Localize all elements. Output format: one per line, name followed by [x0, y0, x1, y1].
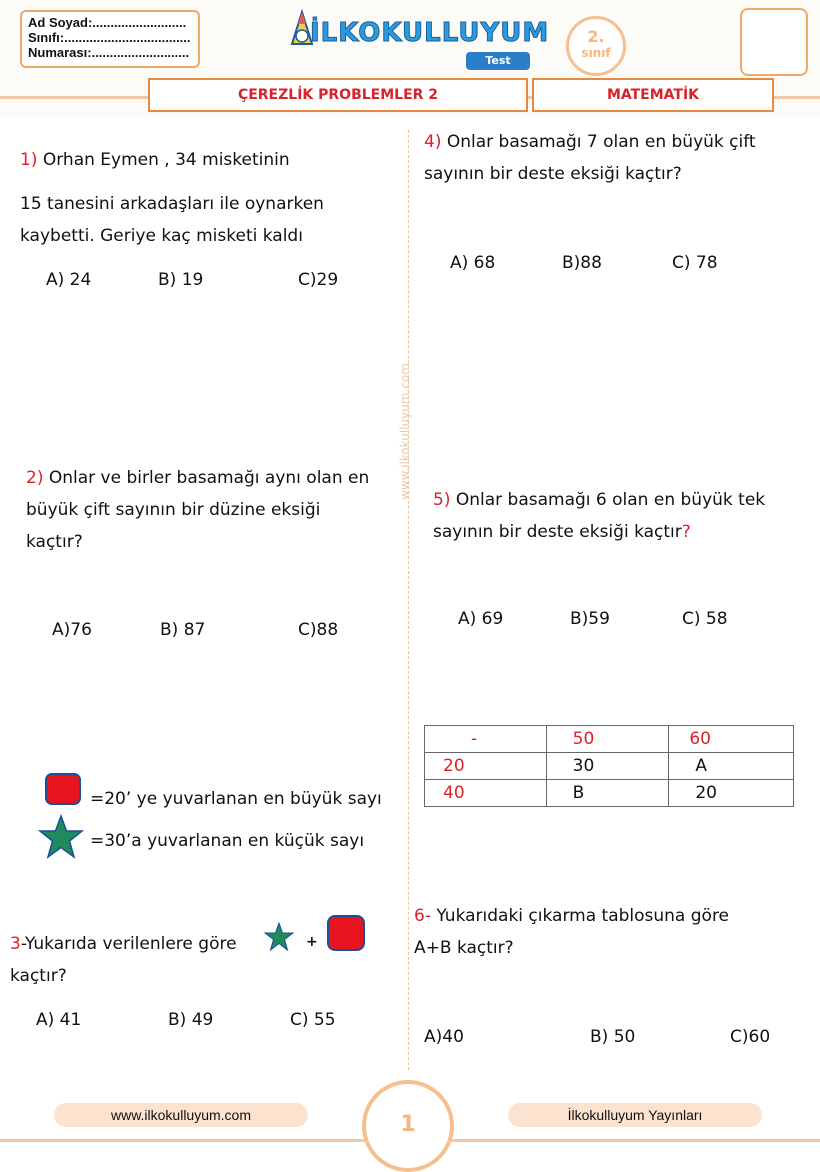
subject-label: MATEMATİK	[532, 78, 774, 112]
red-square-icon	[44, 772, 84, 808]
subtraction-table	[424, 725, 794, 807]
q5-option-c[interactable]: C) 58	[682, 609, 728, 629]
grade-badge	[566, 16, 626, 76]
table-cell: 30	[546, 753, 669, 780]
table-header-row	[425, 726, 794, 753]
name-field[interactable]: Ad Soyad:..........................	[28, 15, 187, 30]
q1-option-b[interactable]: B) 19	[158, 270, 204, 290]
q2-option-b[interactable]: B) 87	[160, 620, 206, 640]
q1-line2: 15 tanesini arkadaşları ile oynarken	[20, 194, 324, 214]
q6-number: 6-	[414, 906, 431, 926]
grade-word: sınıf	[581, 46, 611, 60]
q4-option-b[interactable]: B)88	[562, 253, 602, 273]
q5-line1: 5) Onlar basamağı 6 olan en büyük tek	[433, 490, 766, 510]
q6-line2: A+B kaçtır?	[414, 938, 514, 958]
q5-option-a[interactable]: A) 69	[458, 609, 504, 629]
q3-line2: kaçtır?	[10, 966, 67, 986]
q6-option-b[interactable]: B) 50	[590, 1027, 636, 1047]
q3-option-a[interactable]: A) 41	[36, 1010, 82, 1030]
table-cell: 40	[425, 780, 547, 807]
student-info-box	[20, 10, 200, 68]
q1-option-a[interactable]: A) 24	[46, 270, 92, 290]
q2-option-c[interactable]: C)88	[298, 620, 339, 640]
page-number: 1	[400, 1112, 416, 1137]
score-box	[740, 8, 808, 76]
table-cell: A	[669, 753, 794, 780]
q1-line1: 1) Orhan Eymen , 34 misketinin	[20, 150, 290, 170]
number-field[interactable]: Numarası:...........................	[28, 45, 190, 60]
logo-text: İLKOKULLUYUM	[310, 18, 550, 48]
table-cell: -	[425, 726, 547, 753]
footer-website[interactable]: www.ilkokulluyum.com	[54, 1103, 308, 1127]
q5-line2: sayının bir deste eksiği kaçtır?	[433, 522, 691, 542]
legend-star-text: =30’a yuvarlanan en küçük sayı	[90, 831, 365, 851]
q6-option-a[interactable]: A)40	[424, 1027, 464, 1047]
q4-option-c[interactable]: C) 78	[672, 253, 718, 273]
table-cell: 20	[669, 780, 794, 807]
green-star-small-icon	[264, 922, 294, 952]
legend-square-text: =20’ ye yuvarlanan en büyük sayı	[90, 789, 382, 809]
q5-option-b[interactable]: B)59	[570, 609, 610, 629]
class-field[interactable]: Sınıfı:...................................	[28, 30, 191, 45]
q6-option-c[interactable]: C)60	[730, 1027, 771, 1047]
table-row	[425, 780, 794, 807]
q4-line1: 4) Onlar basamağı 7 olan en büyük çift	[424, 132, 756, 152]
table-cell: 20	[425, 753, 547, 780]
q3-option-c[interactable]: C) 55	[290, 1010, 336, 1030]
column-divider	[408, 130, 409, 1070]
q2-line3: kaçtır?	[26, 532, 83, 552]
q1-line3: kaybetti. Geriye kaç misketi kaldı	[20, 226, 303, 246]
page-title: ÇEREZLİK PROBLEMLER 2	[148, 78, 528, 112]
q2-number: 2)	[26, 468, 44, 488]
q4-line2: sayının bir deste eksiği kaçtır?	[424, 164, 682, 184]
q3-line1: 3-Yukarıda verilenlere göre	[10, 934, 237, 954]
footer-publisher: İlkokulluyum Yayınları	[508, 1103, 762, 1127]
q5-number: 5)	[433, 490, 451, 510]
q3-number: 3	[10, 934, 21, 954]
q4-number: 4)	[424, 132, 442, 152]
q2-line2: büyük çift sayının bir düzine eksiği	[26, 500, 321, 520]
table-row	[425, 753, 794, 780]
q1-number: 1)	[20, 150, 38, 170]
q2-line1: 2) Onlar ve birler basamağı aynı olan en	[26, 468, 370, 488]
grade-number: 2.	[587, 27, 605, 46]
green-star-icon	[38, 814, 84, 860]
q1-option-c[interactable]: C)29	[298, 270, 339, 290]
q4-option-a[interactable]: A) 68	[450, 253, 496, 273]
table-cell: 60	[669, 726, 794, 753]
red-square-small-icon	[326, 914, 368, 954]
table-cell: 50	[546, 726, 669, 753]
test-badge: Test	[466, 52, 530, 70]
table-cell: B	[546, 780, 669, 807]
q6-line1: 6- Yukarıdaki çıkarma tablosuna göre	[414, 906, 730, 926]
watermark: www.ilkokulluyum.com	[398, 363, 412, 500]
q3-plus-sign: +	[306, 934, 318, 950]
q3-option-b[interactable]: B) 49	[168, 1010, 214, 1030]
q2-option-a[interactable]: A)76	[52, 620, 92, 640]
